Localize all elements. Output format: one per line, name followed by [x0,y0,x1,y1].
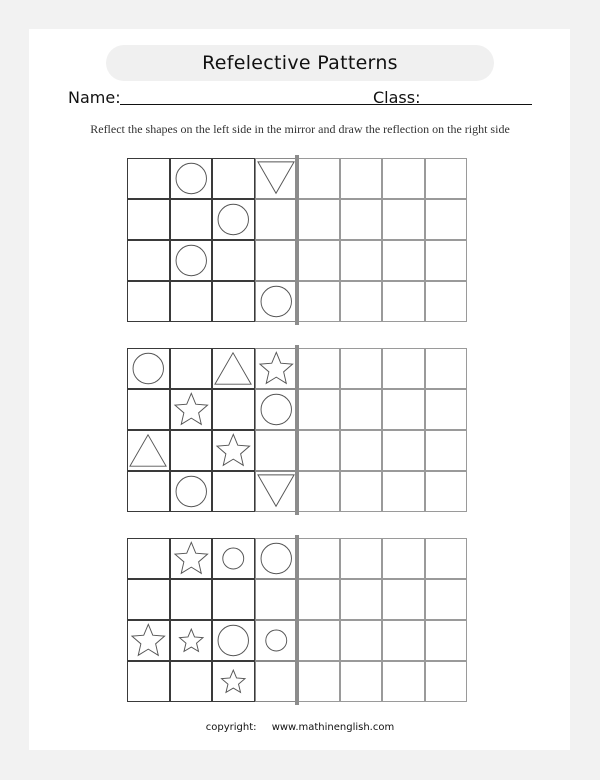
reflection-cell[interactable] [425,199,468,240]
reflection-cell[interactable] [382,661,425,702]
pattern-cell [127,281,170,322]
triangle-up-icon [213,349,254,388]
reflection-cell[interactable] [297,579,340,620]
reflection-cell[interactable] [297,199,340,240]
star-icon [171,621,212,660]
reflection-cell[interactable] [382,430,425,471]
pattern-cell [170,620,213,661]
pattern-cell [170,158,213,199]
pattern-cell [170,348,213,389]
pattern-cell [212,240,255,281]
instruction-text: Reflect the shapes on the left side in the mirror and draw the reflection on the right side [90,122,510,136]
mirror-line [295,535,299,705]
pattern-cell [255,348,298,389]
triangle-down-icon [256,159,297,198]
reflection-cell[interactable] [297,158,340,199]
class-label: Class: [373,88,421,107]
pattern-cell [127,538,170,579]
reflection-cell[interactable] [382,281,425,322]
reflection-cell[interactable] [340,348,383,389]
reflection-cell[interactable] [425,348,468,389]
circle-icon [256,390,297,429]
pattern-cell [255,430,298,471]
mirror-line [295,155,299,325]
pattern-cell [170,240,213,281]
reflection-cell[interactable] [382,158,425,199]
pattern-cell [170,538,213,579]
reflection-cell[interactable] [425,389,468,430]
reflection-cell[interactable] [425,579,468,620]
pattern-cell [212,579,255,620]
reflection-cell[interactable] [382,389,425,430]
pattern-cell [127,579,170,620]
reflection-cell[interactable] [382,538,425,579]
pattern-cell [170,281,213,322]
pattern-cell [127,389,170,430]
footer [0,722,600,733]
reflection-cell[interactable] [340,281,383,322]
reflection-cell[interactable] [297,661,340,702]
reflection-cell[interactable] [297,620,340,661]
pattern-cell [170,661,213,702]
star-icon [213,662,254,701]
reflection-cell[interactable] [297,348,340,389]
reflection-cell[interactable] [297,389,340,430]
circle-icon [256,539,297,578]
pattern-cell [212,620,255,661]
pattern-cell [212,348,255,389]
triangle-up-icon [128,431,169,470]
star-icon [256,349,297,388]
pattern-cell [127,240,170,281]
star-icon [128,621,169,660]
reflection-grid-1 [127,158,467,322]
reflection-grid-2 [127,348,467,512]
pattern-cell [170,430,213,471]
reflection-cell[interactable] [425,471,468,512]
reflection-cell[interactable] [340,538,383,579]
reflection-cell[interactable] [425,538,468,579]
title-banner [106,45,494,81]
mirror-line [295,345,299,515]
pattern-cell [255,538,298,579]
circle-icon [256,621,297,660]
reflection-cell[interactable] [382,199,425,240]
pattern-cell [127,199,170,240]
pattern-cell [212,430,255,471]
circle-icon [213,200,254,239]
pattern-cell [212,158,255,199]
pattern-cell [255,620,298,661]
pattern-cell [212,199,255,240]
reflection-cell[interactable] [297,471,340,512]
reflection-cell[interactable] [425,281,468,322]
triangle-down-icon [256,472,297,511]
circle-icon [171,472,212,511]
reflection-cell[interactable] [340,389,383,430]
pattern-cell [255,579,298,620]
page-title: Refelective Patterns [202,52,398,74]
circle-icon [128,349,169,388]
reflection-cell[interactable] [425,430,468,471]
reflection-cell[interactable] [340,199,383,240]
reflection-cell[interactable] [340,430,383,471]
reflection-cell[interactable] [425,661,468,702]
star-icon [213,431,254,470]
star-icon [171,539,212,578]
reflection-cell[interactable] [382,579,425,620]
pattern-cell [170,471,213,512]
reflection-cell[interactable] [382,471,425,512]
pattern-cell [212,389,255,430]
circle-icon [171,159,212,198]
copyright-label: copyright: [205,722,257,733]
pattern-cell [255,389,298,430]
pattern-cell [212,471,255,512]
pattern-cell [212,661,255,702]
reflection-cell[interactable] [382,348,425,389]
reflection-cell[interactable] [425,158,468,199]
pattern-cell [127,620,170,661]
circle-icon [213,621,254,660]
pattern-cell [255,471,298,512]
pattern-cell [127,348,170,389]
circle-icon [171,241,212,280]
reflection-cell[interactable] [297,240,340,281]
reflection-cell[interactable] [382,620,425,661]
reflection-cell[interactable] [297,538,340,579]
reflection-cell[interactable] [297,430,340,471]
reflection-cell[interactable] [340,240,383,281]
reflection-cell[interactable] [340,471,383,512]
pattern-cell [127,661,170,702]
reflection-grid-3 [127,538,467,702]
pattern-cell [255,158,298,199]
name-label: Name: [68,88,121,107]
class-field-line[interactable] [427,104,532,105]
reflection-cell[interactable] [425,240,468,281]
name-class-row [68,86,538,110]
pattern-cell [255,240,298,281]
reflection-cell[interactable] [340,158,383,199]
reflection-cell[interactable] [340,620,383,661]
pattern-cell [127,158,170,199]
reflection-cell[interactable] [297,281,340,322]
website-link: www.mathinenglish.com [271,722,395,733]
circle-icon [256,282,297,321]
pattern-cell [127,471,170,512]
pattern-cell [212,281,255,322]
pattern-cell [127,430,170,471]
reflection-cell[interactable] [425,620,468,661]
pattern-cell [255,661,298,702]
pattern-cell [170,579,213,620]
reflection-cell[interactable] [340,579,383,620]
reflection-cell[interactable] [340,661,383,702]
star-icon [171,390,212,429]
reflection-cell[interactable] [382,240,425,281]
pattern-cell [170,199,213,240]
circle-icon [213,539,254,578]
pattern-cell [170,389,213,430]
pattern-cell [212,538,255,579]
pattern-cell [255,281,298,322]
pattern-cell [255,199,298,240]
